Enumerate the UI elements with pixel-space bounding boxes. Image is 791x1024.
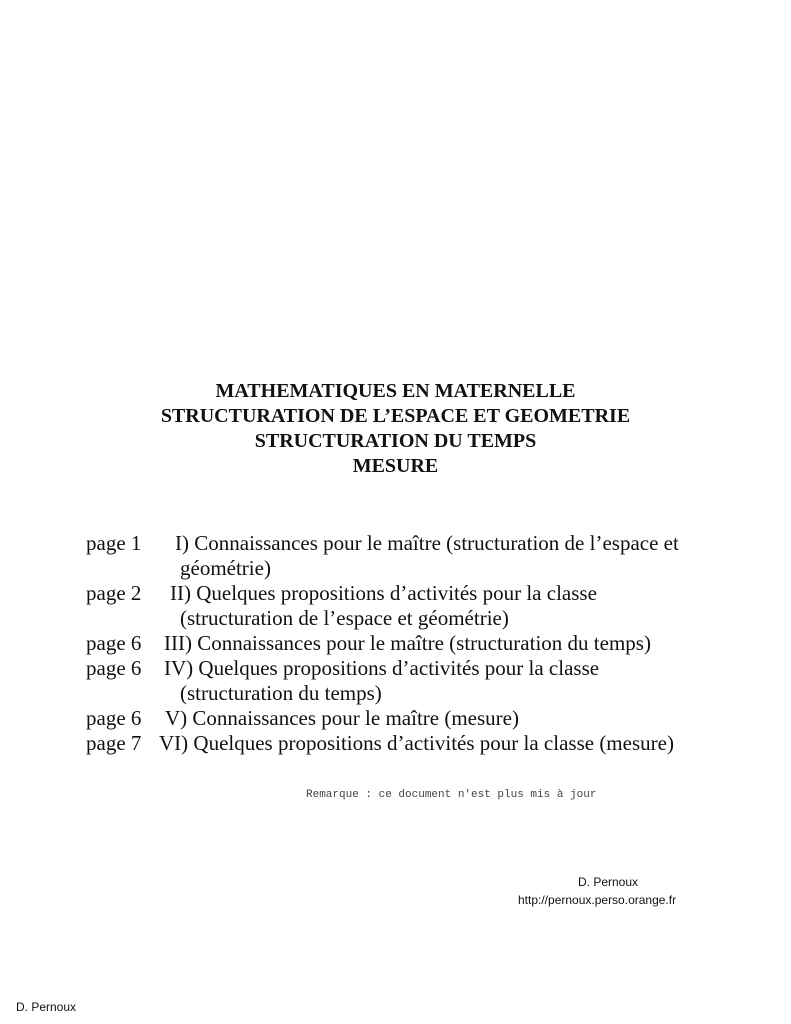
title-line-4: MESURE	[352, 455, 439, 477]
toc-page-number: page 1	[86, 531, 142, 555]
toc-entry-text: II) Quelques propositions d’activités pour la classe	[170, 581, 597, 605]
toc-page-number: page 2	[86, 581, 142, 605]
toc-entry-text: V) Connaissances pour le maître (mesure)	[165, 706, 519, 730]
toc-entry	[86, 656, 726, 706]
toc-entry-continuation: géométrie)	[180, 556, 271, 580]
toc-entry-text: I) Connaissances pour le maître (structuration de l’espace et	[175, 531, 679, 555]
title-line-1: MATHEMATIQUES EN MATERNELLE	[215, 380, 576, 402]
table-of-contents	[86, 531, 726, 756]
toc-entry	[86, 531, 726, 581]
title-line-3: STRUCTURATION DU TEMPS	[254, 430, 537, 452]
toc-entry-continuation: (structuration du temps)	[180, 681, 382, 705]
toc-page-number: page 6	[86, 631, 142, 655]
toc-entry-continuation: (structuration de l’espace et géométrie)	[180, 606, 509, 630]
document-title	[0, 379, 791, 479]
toc-entry	[86, 706, 726, 731]
toc-entry	[86, 631, 726, 656]
page-footer: D. Pernoux	[16, 1000, 77, 1014]
toc-entry-text: III) Connaissances pour le maître (structuration du temps)	[164, 631, 651, 655]
toc-entry-text: IV) Quelques propositions d’activités pour la classe	[164, 656, 600, 680]
remark-note: Remarque : ce document n'est plus mis à jour	[306, 789, 597, 801]
toc-page-number: page 6	[86, 706, 142, 730]
toc-entry	[86, 581, 726, 631]
author-url: http://pernoux.perso.orange.fr	[518, 893, 677, 907]
author-name: D. Pernoux	[578, 875, 639, 889]
toc-page-number: page 7	[86, 731, 142, 755]
toc-page-number: page 6	[86, 656, 142, 680]
toc-entry	[86, 731, 726, 756]
title-line-2: STRUCTURATION DE L’ESPACE ET GEOMETRIE	[160, 405, 631, 427]
toc-entry-text: VI) Quelques propositions d’activités pour la classe (mesure)	[159, 731, 674, 755]
